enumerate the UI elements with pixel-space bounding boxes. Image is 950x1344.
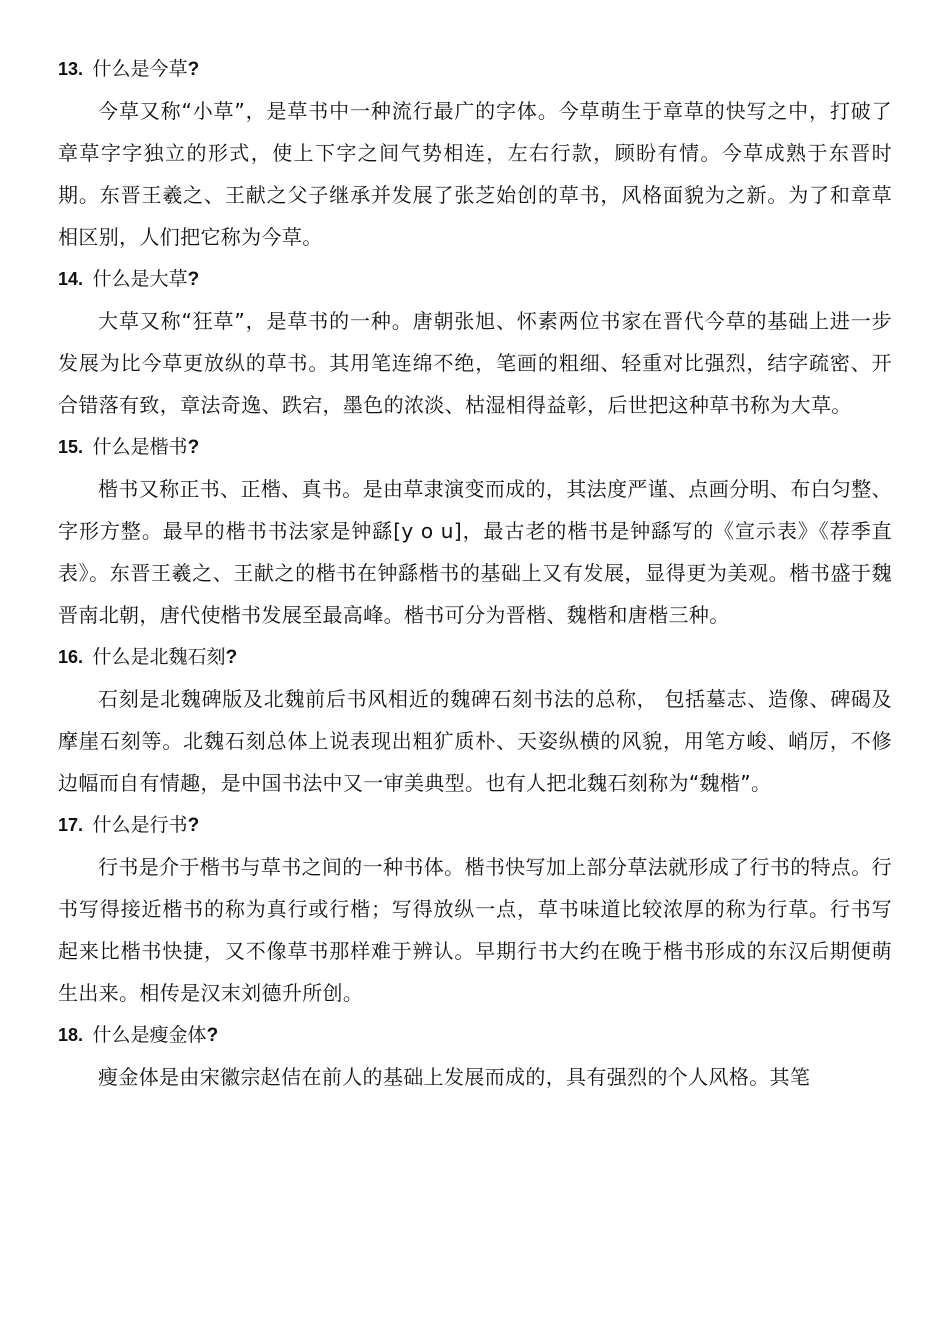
question-mark: ?: [187, 59, 200, 80]
answer-paragraph: 石刻是北魏碑版及北魏前后书风相近的魏碑石刻书法的总称， 包括墓志、造像、碑碣及摩崖石刻等。北魏石刻总体上说表现出粗犷质朴、天姿纵横的风貌，用笔方峻、峭厉，不修边幅而自有情趣，是中国书法中又一审美典型。也有人把北魏石刻称为“魏楷”。: [58, 687, 892, 795]
answer-paragraph: 楷书又称正书、正楷、真书。是由草隶演变而成的，其法度严谨、点画分明、布白匀整、字形方整。最早的楷书书法家是钟繇[y o u]，最古老的楷书是钟繇写的《宣示表》《荐季直表》。东晋王羲之、王献之的楷书在钟繇楷书的基础上又有发展，显得更为美观。楷书盛于魏晋南北朝，唐代使楷书发展至最高峰。楷书可分为晋楷、魏楷和唐楷三种。: [58, 477, 892, 627]
number-separator: .: [78, 1025, 84, 1045]
question-number: 16: [58, 647, 79, 667]
question-mark: ?: [187, 269, 200, 290]
question-mark: ?: [225, 647, 238, 668]
question-mark: ?: [206, 1025, 219, 1046]
question-heading: [58, 1014, 892, 1056]
number-separator: .: [78, 647, 84, 667]
question-mark: ?: [187, 437, 200, 458]
question-text: 什么是北魏石刻: [92, 646, 226, 668]
question-heading: [58, 48, 892, 90]
number-separator: .: [78, 815, 84, 835]
answer-paragraph: 瘦金体是由宋徽宗赵佶在前人的基础上发展而成的，具有强烈的个人风格。其笔: [98, 1065, 811, 1089]
answer-paragraph: 今草又称“小草”，是草书中一种流行最广的字体。今草萌生于章草的快写之中，打破了章草字字独立的形式，使上下字之间气势相连，左右行款，顾盼有情。今草成熟于东晋时期。东晋王羲之、王献之父子继承并发展了张芝始创的草书，风格面貌为之新。为了和章草相区别，人们把它称为今草。: [58, 99, 892, 249]
question-number: 15: [58, 437, 79, 457]
question-text: 什么是楷书: [92, 436, 188, 458]
number-separator: .: [78, 269, 84, 289]
section-17: [58, 804, 892, 1014]
answer-paragraph: 大草又称“狂草”，是草书的一种。唐朝张旭、怀素两位书家在晋代今草的基础上进一步发展为比今草更放纵的草书。其用笔连绵不绝，笔画的粗细、轻重对比强烈，结字疏密、开合错落有致，章法奇逸、跌宕，墨色的浓淡、枯湿相得益彰，后世把这种草书称为大草。: [58, 309, 892, 417]
answer-paragraph: 行书是介于楷书与草书之间的一种书体。楷书快写加上部分草法就形成了行书的特点。行书写得接近楷书的称为真行或行楷；写得放纵一点，草书味道比较浓厚的称为行草。行书写起来比楷书快捷，又不像草书那样难于辨认。早期行书大约在晚于楷书形成的东汉后期便萌生出来。相传是汉末刘德升所创。: [58, 855, 892, 1005]
question-heading: [58, 804, 892, 846]
question-heading: [58, 636, 892, 678]
question-text: 什么是行书: [92, 814, 188, 836]
question-number: 13: [58, 59, 79, 79]
number-separator: .: [78, 59, 84, 79]
question-text: 什么是瘦金体: [92, 1024, 207, 1046]
question-text: 什么是今草: [92, 58, 188, 80]
question-number: 14: [58, 269, 79, 289]
question-heading: [58, 426, 892, 468]
number-separator: .: [78, 437, 84, 457]
section-18: [58, 1014, 892, 1098]
section-15: [58, 426, 892, 636]
question-text: 什么是大草: [92, 268, 188, 290]
section-13: [58, 48, 892, 258]
question-mark: ?: [187, 815, 200, 836]
section-14: [58, 258, 892, 426]
question-number: 17: [58, 815, 79, 835]
question-number: 18: [58, 1025, 79, 1045]
section-16: [58, 636, 892, 804]
question-heading: [58, 258, 892, 300]
